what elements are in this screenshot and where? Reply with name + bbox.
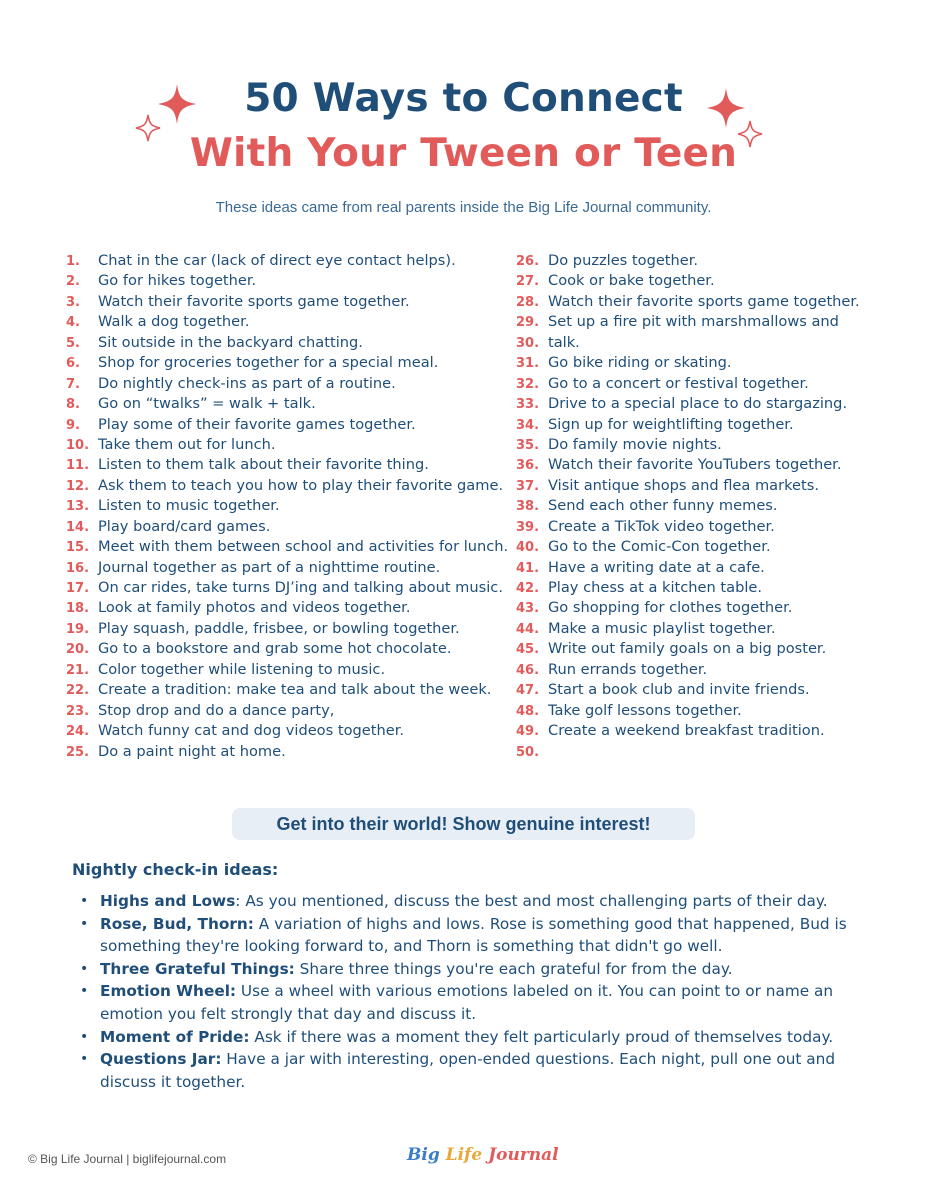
list-item	[516, 435, 860, 455]
item-text: Walk a dog together.	[98, 313, 250, 331]
item-text: Cook or bake together.	[548, 272, 715, 290]
checkin-term: Rose, Bud, Thorn:	[100, 914, 254, 933]
item-text: On car rides, take turns DJ’ing and talking about music.	[98, 579, 503, 596]
item-text: Listen to music together.	[98, 497, 280, 515]
list-item	[516, 415, 860, 435]
item-text: Listen to them talk about their favorite thing.	[98, 456, 429, 474]
item-number: 35.	[516, 437, 540, 453]
list-item	[66, 415, 508, 435]
list-item	[516, 558, 860, 578]
list-item	[516, 680, 860, 700]
item-number: 45.	[516, 642, 540, 658]
list-item	[66, 537, 508, 557]
list-item	[66, 680, 508, 700]
list-item	[516, 619, 860, 639]
list-item	[66, 619, 508, 639]
checkin-desc: : As you mentioned, discuss the best and most challenging parts of their day.	[235, 892, 828, 910]
item-text: Write out family goals on a big poster.	[548, 640, 827, 658]
checkin-item	[80, 980, 870, 1025]
item-number: 41.	[516, 560, 540, 576]
list-item	[66, 496, 508, 516]
item-text: Set up a fire pit with marshmallows and	[548, 313, 839, 331]
item-text: Send each other funny memes.	[548, 497, 778, 515]
list-item	[516, 721, 860, 741]
list-item	[66, 517, 508, 537]
checkin-heading: Nightly check-in ideas:	[72, 860, 279, 879]
item-text: Go to a bookstore and grab some hot chocolate.	[98, 640, 452, 658]
item-number: 18.	[66, 601, 90, 617]
item-number: 2.	[66, 274, 80, 290]
item-text: Stop drop and do a dance party,	[98, 701, 335, 719]
list-item	[516, 639, 860, 659]
item-number: 30.	[516, 335, 540, 351]
list-item	[516, 517, 860, 537]
item-number: 19.	[66, 621, 90, 637]
list-item	[516, 292, 860, 312]
item-number: 36.	[516, 458, 540, 474]
item-number: 39.	[516, 519, 540, 535]
checkin-term: Questions Jar:	[100, 1050, 222, 1069]
item-text: Sit outside in the backyard chatting.	[98, 333, 363, 351]
item-number: 27.	[516, 274, 540, 290]
item-number: 3.	[66, 294, 80, 310]
item-number: 5.	[66, 335, 80, 351]
item-text: Play board/card games.	[98, 517, 271, 535]
checkin-item	[80, 890, 870, 913]
item-text: Go to a concert or festival together.	[548, 374, 809, 392]
list-item	[516, 537, 860, 557]
list-item	[516, 312, 860, 332]
highlight-banner: Get into their world! Show genuine interest!	[232, 808, 695, 840]
item-number: 4.	[66, 315, 80, 331]
item-text: Run errands together.	[548, 660, 708, 678]
list-item	[516, 374, 860, 394]
item-number: 50.	[516, 744, 540, 760]
checkin-desc: Use a wheel with various emotions labeled on it. You can point to or name an emotion you felt strongly that day and discuss it.	[100, 982, 834, 1023]
checkin-item	[80, 1048, 870, 1093]
item-number: 25.	[66, 744, 90, 760]
logo-word-journal: Journal	[488, 1145, 559, 1165]
item-number: 1.	[66, 254, 80, 269]
bullet-icon: •	[80, 1028, 89, 1045]
checkin-item	[80, 958, 870, 981]
item-text: Color together while listening to music.	[98, 660, 386, 678]
list-item	[516, 251, 860, 271]
list-item	[66, 292, 508, 312]
list-item	[66, 333, 508, 353]
checkin-desc: A variation of highs and lows. Rose is something good that happened, Bud is something they're looking forward to, and Thorn is something that didn't go well.	[100, 914, 847, 956]
bullet-icon: •	[80, 960, 89, 977]
item-text: Play some of their favorite games together.	[98, 415, 416, 433]
item-number: 15.	[66, 540, 90, 556]
list-item	[66, 394, 508, 414]
item-number: 12.	[66, 478, 90, 494]
item-text: Do puzzles together.	[548, 252, 699, 269]
item-text: Go shopping for clothes together.	[548, 599, 793, 617]
item-number: 11.	[66, 458, 90, 474]
checkin-item	[80, 1026, 870, 1049]
item-number: 7.	[66, 376, 80, 392]
list-item	[66, 251, 508, 271]
item-text: Look at family photos and videos together.	[98, 599, 411, 617]
page-subtitle: These ideas came from real parents inside the Big Life Journal community.	[215, 199, 712, 216]
list-item	[66, 660, 508, 680]
item-text: Watch funny cat and dog videos together.	[98, 722, 404, 740]
bullet-icon: •	[80, 983, 89, 1000]
list-item	[516, 455, 860, 475]
item-text: Visit antique shops and flea markets.	[548, 476, 820, 494]
ideas-list-left	[66, 251, 508, 762]
item-number: 37.	[516, 478, 540, 494]
ideas-list-right	[516, 251, 860, 762]
checkin-term: Emotion Wheel:	[100, 982, 237, 1001]
checkin-list	[80, 890, 870, 1093]
list-item	[516, 353, 860, 373]
item-text: Play squash, paddle, frisbee, or bowling together.	[98, 619, 460, 637]
item-text: Go on “twalks” = walk + talk.	[98, 395, 316, 413]
item-number: 44.	[516, 621, 540, 637]
checkin-desc: Have a jar with interesting, open-ended questions. Each night, pull one out and discuss it together.	[100, 1050, 836, 1091]
list-item	[516, 496, 860, 516]
item-text: Watch their favorite sports game together.	[548, 292, 860, 310]
item-text: Watch their favorite YouTubers together.	[548, 456, 842, 474]
list-item	[66, 374, 508, 394]
checkin-term: Three Grateful Things:	[100, 959, 295, 978]
list-item	[66, 455, 508, 475]
footer-copyright: © Big Life Journal | biglifejournal.com	[28, 1152, 227, 1166]
item-text: Go to the Comic-Con together.	[548, 538, 771, 556]
item-number: 29.	[516, 315, 540, 331]
item-text: Go for hikes together.	[98, 272, 257, 290]
item-text: Meet with them between school and activities for lunch.	[98, 538, 509, 556]
list-item	[66, 701, 508, 721]
item-number: 38.	[516, 499, 540, 515]
item-text: Do nightly check-ins as part of a routine.	[98, 374, 396, 392]
item-number: 24.	[66, 724, 90, 740]
list-item	[66, 598, 508, 618]
brand-logo	[407, 1145, 559, 1165]
item-text: Drive to a special place to do stargazing.	[548, 395, 848, 413]
item-number: 6.	[66, 356, 80, 372]
list-item	[516, 598, 860, 618]
bullet-icon: •	[80, 1051, 89, 1068]
list-item	[66, 435, 508, 455]
list-item	[66, 271, 508, 291]
list-item	[66, 476, 508, 496]
item-number: 40.	[516, 540, 540, 556]
item-text: Shop for groceries together for a special meal.	[98, 354, 439, 372]
list-item	[66, 578, 508, 598]
list-item	[516, 271, 860, 291]
item-number: 14.	[66, 519, 90, 535]
list-item	[66, 558, 508, 578]
item-text: Create a TikTok video together.	[548, 517, 775, 535]
item-number: 42.	[516, 581, 540, 596]
item-text: Take them out for lunch.	[98, 435, 276, 453]
item-number: 34.	[516, 417, 540, 433]
bullet-icon: •	[80, 915, 89, 932]
item-number: 31.	[516, 356, 540, 372]
item-text: Have a writing date at a cafe.	[548, 558, 765, 576]
item-number: 33.	[516, 397, 540, 413]
item-number: 21.	[66, 662, 90, 678]
item-number: 28.	[516, 294, 540, 310]
checkin-desc: Share three things you're each grateful for from the day.	[294, 959, 733, 978]
logo-word-life: Life	[445, 1145, 483, 1165]
list-item	[516, 701, 860, 721]
item-text: Ask them to teach you how to play their favorite game.	[98, 476, 504, 494]
item-number: 46.	[516, 662, 540, 678]
item-number: 10.	[66, 437, 90, 453]
item-number: 26.	[516, 254, 540, 269]
list-item	[66, 639, 508, 659]
item-number: 9.	[66, 417, 80, 433]
list-item	[516, 476, 860, 496]
item-text: Watch their favorite sports game together.	[98, 292, 410, 310]
list-item	[516, 742, 860, 762]
item-text: Sign up for weightlifting together.	[548, 415, 794, 433]
list-item	[66, 721, 508, 741]
page-title-line2: With Your Tween or Teen	[189, 131, 738, 176]
list-item	[516, 578, 860, 598]
item-number: 49.	[516, 724, 540, 740]
page-title-line1: 50 Ways to Connect	[244, 76, 683, 121]
item-number: 48.	[516, 703, 540, 719]
item-number: 8.	[66, 397, 80, 413]
item-text: Journal together as part of a nighttime routine.	[98, 558, 441, 576]
item-number: 47.	[516, 683, 540, 699]
checkin-term: Highs and Lows	[100, 892, 236, 910]
item-number: 13.	[66, 499, 90, 515]
item-text: talk.	[548, 333, 580, 351]
item-number: 17.	[66, 581, 90, 596]
item-text: Play chess at a kitchen table.	[548, 579, 763, 596]
item-text: Make a music playlist together.	[548, 619, 776, 637]
checkin-item	[80, 913, 870, 958]
checkin-desc: Ask if there was a moment they felt particularly proud of themselves today.	[249, 1027, 834, 1046]
item-number: 32.	[516, 376, 540, 392]
item-number: 16.	[66, 560, 90, 576]
item-text: Go bike riding or skating.	[548, 354, 732, 372]
item-number: 20.	[66, 642, 90, 658]
item-text: Chat in the car (lack of direct eye contact helps).	[98, 252, 456, 269]
checkin-term: Moment of Pride:	[100, 1027, 250, 1046]
item-text: Create a tradition: make tea and talk about the week.	[98, 681, 492, 699]
item-text: Start a book club and invite friends.	[548, 681, 810, 699]
item-text: Do a paint night at home.	[98, 742, 286, 760]
list-item	[66, 353, 508, 373]
bullet-icon: •	[80, 893, 89, 909]
list-item	[516, 394, 860, 414]
item-number: 22.	[66, 683, 90, 699]
item-text: Do family movie nights.	[548, 435, 722, 453]
list-item	[516, 660, 860, 680]
item-number: 43.	[516, 601, 540, 617]
item-text: Create a weekend breakfast tradition.	[548, 722, 825, 740]
list-item	[66, 742, 508, 762]
item-text: Take golf lessons together.	[548, 701, 742, 719]
item-number: 23.	[66, 703, 90, 719]
list-item	[516, 333, 860, 353]
list-item	[66, 312, 508, 332]
logo-word-big: Big	[407, 1145, 440, 1165]
